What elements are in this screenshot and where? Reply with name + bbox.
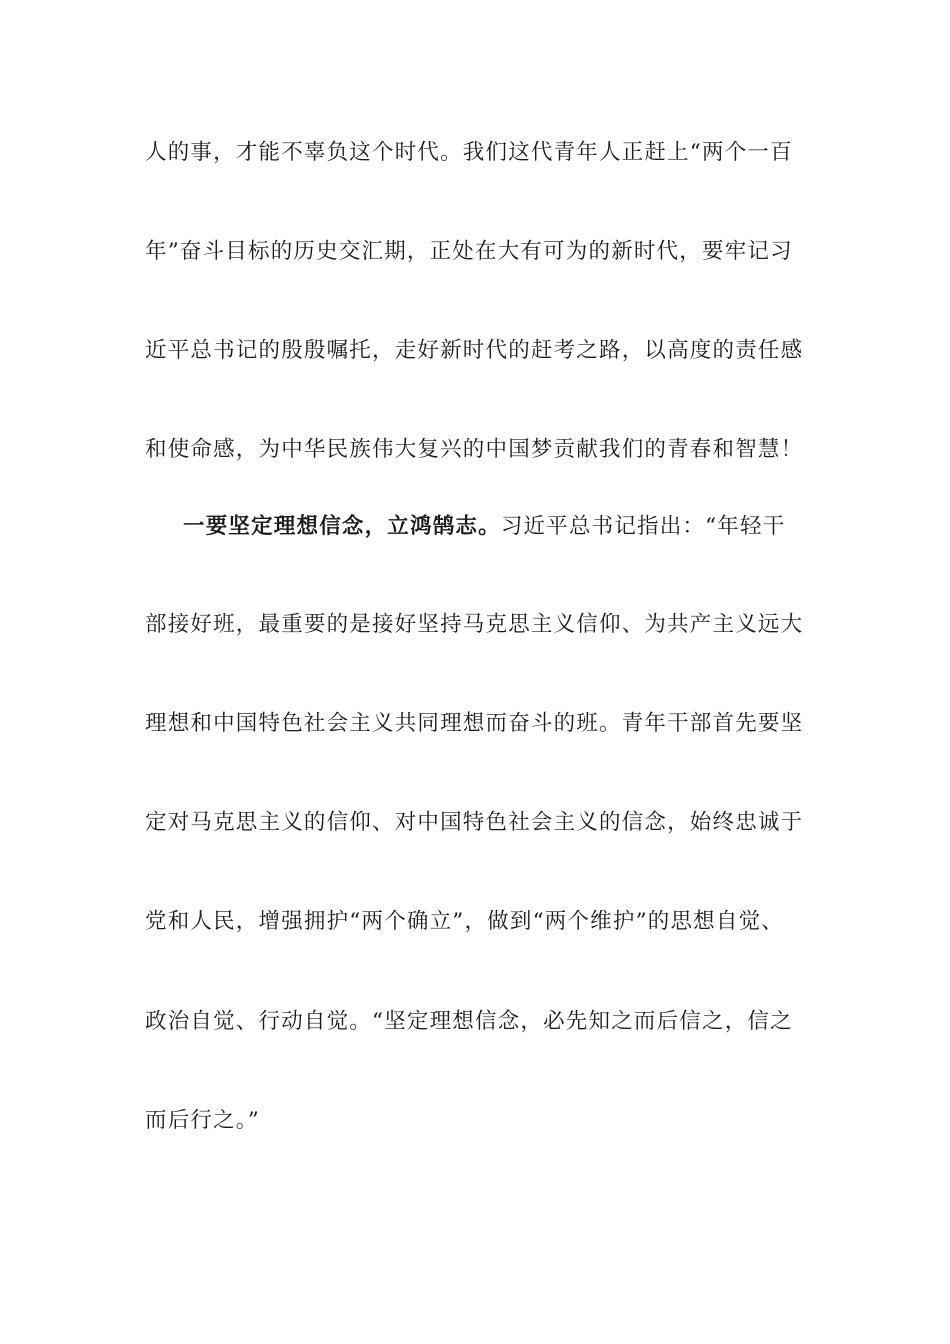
paragraph-line: 年”奋斗目标的历史交汇期，正处在大有可为的新时代，要牢记习 xyxy=(145,239,793,264)
paragraph-line: 近平总书记的殷殷嘱托，走好新时代的赶考之路，以高度的责任感 xyxy=(145,338,804,363)
paragraph-line: 和使命感，为中华民族伟大复兴的中国梦贡献我们的青春和智慧！ xyxy=(145,437,804,462)
paragraph-line: 党和人民，增强拥护“两个确立”，做到“两个维护”的思想自觉、 xyxy=(145,909,784,934)
paragraph-first-line xyxy=(183,512,785,542)
paragraph-line: 理想和中国特色社会主义共同理想而奋斗的班。青年干部首先要坚 xyxy=(145,711,804,736)
paragraph-line: 而后行之。” xyxy=(145,1108,260,1133)
paragraph-line: 人的事，才能不辜负这个时代。我们这代青年人正赶上“两个一百 xyxy=(145,140,793,165)
paragraph-line: 定对马克思主义的信仰、对中国特色社会主义的信念，始终忠诚于 xyxy=(145,810,804,835)
section-heading: 一要坚定理想信念，立鸿鹄志。 xyxy=(183,514,501,539)
paragraph-text: 习近平总书记指出：“年轻干 xyxy=(500,514,786,539)
paragraph-line: 政治自觉、行动自觉。“坚定理想信念，必先知之而后信之，信之 xyxy=(145,1009,793,1034)
paragraph-line: 部接好班，最重要的是接好坚持马克思主义信仰、为共产主义远大 xyxy=(145,612,804,637)
